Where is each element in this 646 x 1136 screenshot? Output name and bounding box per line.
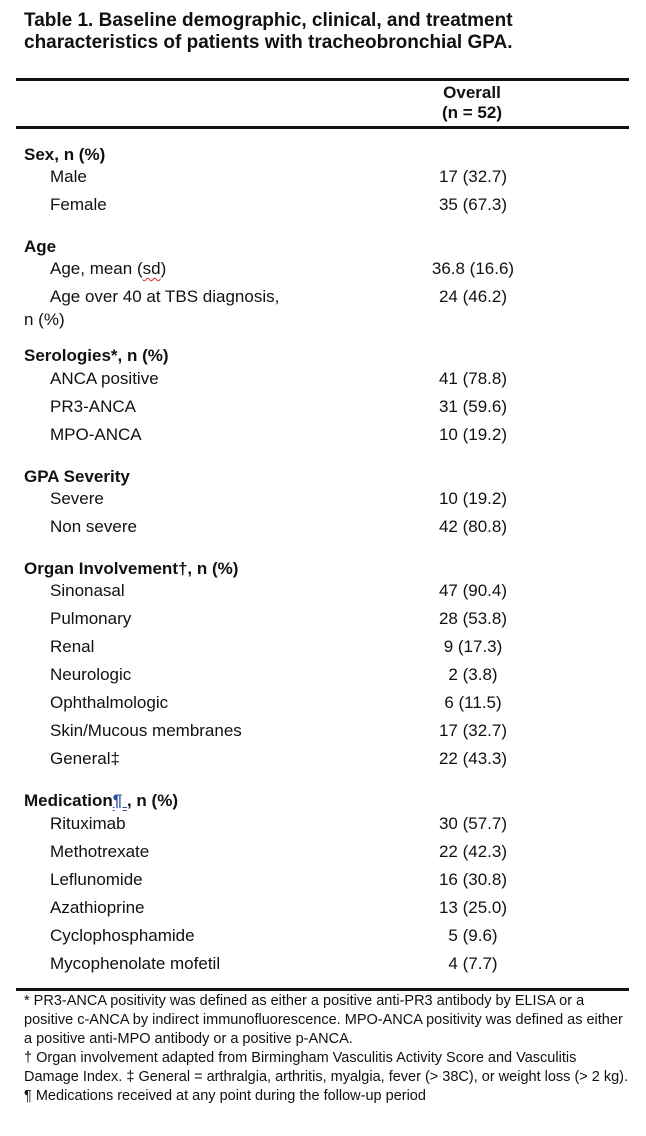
- row-label: Renal: [50, 637, 95, 656]
- row-label: Neurologic: [50, 665, 132, 684]
- footnote-organ: † Organ involvement adapted from Birmingham Vasculitis Activity Score and Vasculitis Damage Index. ‡ General = arthralgia, arthritis, myalgia, fever (> 38C), or weight loss (> 2 kg).: [24, 1050, 629, 1085]
- medication-header-prefix: Medication: [24, 791, 113, 810]
- row-label-age-over40: Age over 40 at TBS diagnosis,: [50, 287, 280, 306]
- group-header-serologies: Serologies*, n (%): [24, 346, 169, 365]
- pilcrow-footnote-link[interactable]: ¶: [112, 791, 127, 810]
- footnote-serologies: * PR3-ANCA positivity was defined as either a positive anti-PR3 antibody by ELISA or a positive c-ANCA by indirect immunofluorescence. MPO-ANCA positivity was defined as either a positive anti-MPO antibody or a positive p-ANCA.: [24, 993, 623, 1047]
- row-value: 17 (32.7): [438, 721, 508, 740]
- row-label: Mycophenolate mofetil: [50, 954, 221, 973]
- row-label: PR3-ANCA: [50, 397, 136, 416]
- row-value: 30 (57.7): [438, 814, 508, 833]
- row-label: Severe: [50, 489, 104, 508]
- row-label: Methotrexate: [50, 842, 150, 861]
- row-value: 35 (67.3): [438, 195, 508, 214]
- column-header-overall: [400, 83, 544, 123]
- row-value: 2 (3.8): [448, 665, 498, 684]
- medication-header-suffix: , n (%): [126, 791, 178, 810]
- group-header-organ: Organ Involvement†, n (%): [24, 559, 239, 578]
- row-value: 10 (19.2): [438, 425, 508, 444]
- row-value: 16 (30.8): [438, 870, 508, 889]
- row-value: 47 (90.4): [438, 581, 508, 600]
- row-value: 42 (80.8): [438, 517, 508, 536]
- row-label: Rituximab: [50, 814, 126, 833]
- row-value: 31 (59.6): [438, 397, 508, 416]
- row-value: 9 (17.3): [443, 637, 503, 656]
- row-label: ANCA positive: [50, 369, 159, 388]
- row-value: 22 (43.3): [438, 749, 508, 768]
- table-footnotes: [24, 992, 634, 1106]
- row-label: Sinonasal: [50, 581, 125, 600]
- row-label: Non severe: [50, 517, 137, 536]
- row-value: 5 (9.6): [448, 926, 498, 945]
- group-header-severity: GPA Severity: [24, 467, 130, 486]
- row-value: 28 (53.8): [438, 609, 508, 628]
- table-bottom-rule: [16, 988, 629, 991]
- table-header-rule: [16, 126, 629, 129]
- row-label: Leflunomide: [50, 870, 143, 889]
- group-header-sex: Sex, n (%): [24, 145, 106, 164]
- row-label: Pulmonary: [50, 609, 132, 628]
- row-label: Male: [50, 167, 87, 186]
- table-title: Table 1. Baseline demographic, clinical, and treatment characteristics of patients with tracheobronchial GPA.: [24, 10, 513, 53]
- row-label-age-mean: [50, 259, 166, 279]
- row-value: 41 (78.8): [438, 369, 508, 388]
- row-value: 22 (42.3): [438, 842, 508, 861]
- row-value: 6 (11.5): [444, 693, 502, 712]
- row-value: 36.8 (16.6): [431, 259, 515, 278]
- row-label: Female: [50, 195, 107, 214]
- row-label: Ophthalmologic: [50, 693, 169, 712]
- row-label: Skin/Mucous membranes: [50, 721, 242, 740]
- group-header-medication: [24, 791, 178, 811]
- row-label-age-over40-cont: n (%): [24, 310, 65, 329]
- column-header-label: Overall: [443, 83, 501, 102]
- footnote-medication: ¶ Medications received at any point during the follow-up period: [24, 1088, 426, 1104]
- row-value: 24 (46.2): [438, 287, 508, 306]
- row-label: MPO-ANCA: [50, 425, 142, 444]
- column-header-n: (n = 52): [442, 103, 502, 122]
- sd-spellcheck-text: sd: [142, 259, 161, 278]
- row-value: 17 (32.7): [438, 167, 508, 186]
- table-top-rule: [16, 78, 629, 81]
- age-mean-suffix: ): [160, 259, 167, 278]
- row-value: 10 (19.2): [438, 489, 508, 508]
- row-value: 13 (25.0): [438, 898, 508, 917]
- row-label: General‡: [50, 749, 120, 768]
- row-label: Azathioprine: [50, 898, 145, 917]
- row-label: Cyclophosphamide: [50, 926, 195, 945]
- row-value: 4 (7.7): [448, 954, 498, 973]
- group-header-age: Age: [24, 237, 57, 256]
- age-mean-prefix: Age, mean (: [50, 259, 143, 278]
